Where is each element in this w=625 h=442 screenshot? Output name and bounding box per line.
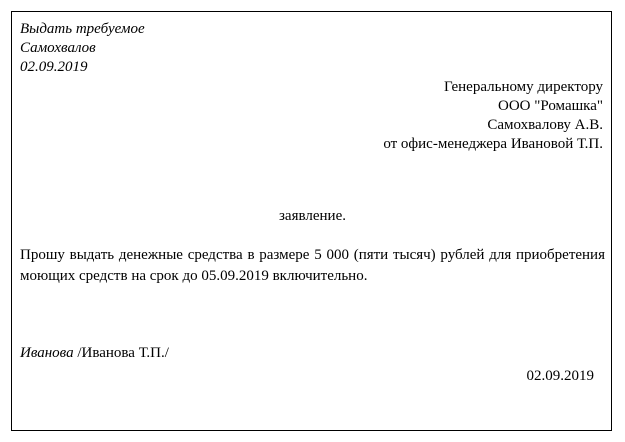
printed-signature: /Иванова Т.П./ (73, 345, 169, 361)
document-date: 02.09.2019 (526, 368, 594, 384)
resolution-block (20, 20, 145, 77)
handwritten-signature: Иванова (20, 345, 74, 361)
sender-line: от офис-менеджера Ивановой Т.П. (383, 136, 603, 152)
resolution-text: Выдать требуемое (20, 21, 145, 37)
resolution-date: 02.09.2019 (20, 59, 88, 75)
document-title: заявление. (279, 208, 346, 224)
signature-line (20, 344, 169, 363)
document-frame (11, 11, 612, 431)
document-body: Прошу выдать денежные средства в размере 5 000 (пяти тысяч) рублей для приобретения моющих средств на срок до 05.09.2019 включительно. (20, 247, 605, 284)
addressee-company: ООО "Ромашка" (498, 98, 603, 114)
addressee-block (383, 78, 603, 154)
resolution-signer: Самохвалов (20, 40, 96, 56)
addressee-position: Генеральному директору (443, 79, 603, 95)
addressee-name: Самохвалову А.В. (487, 117, 603, 133)
